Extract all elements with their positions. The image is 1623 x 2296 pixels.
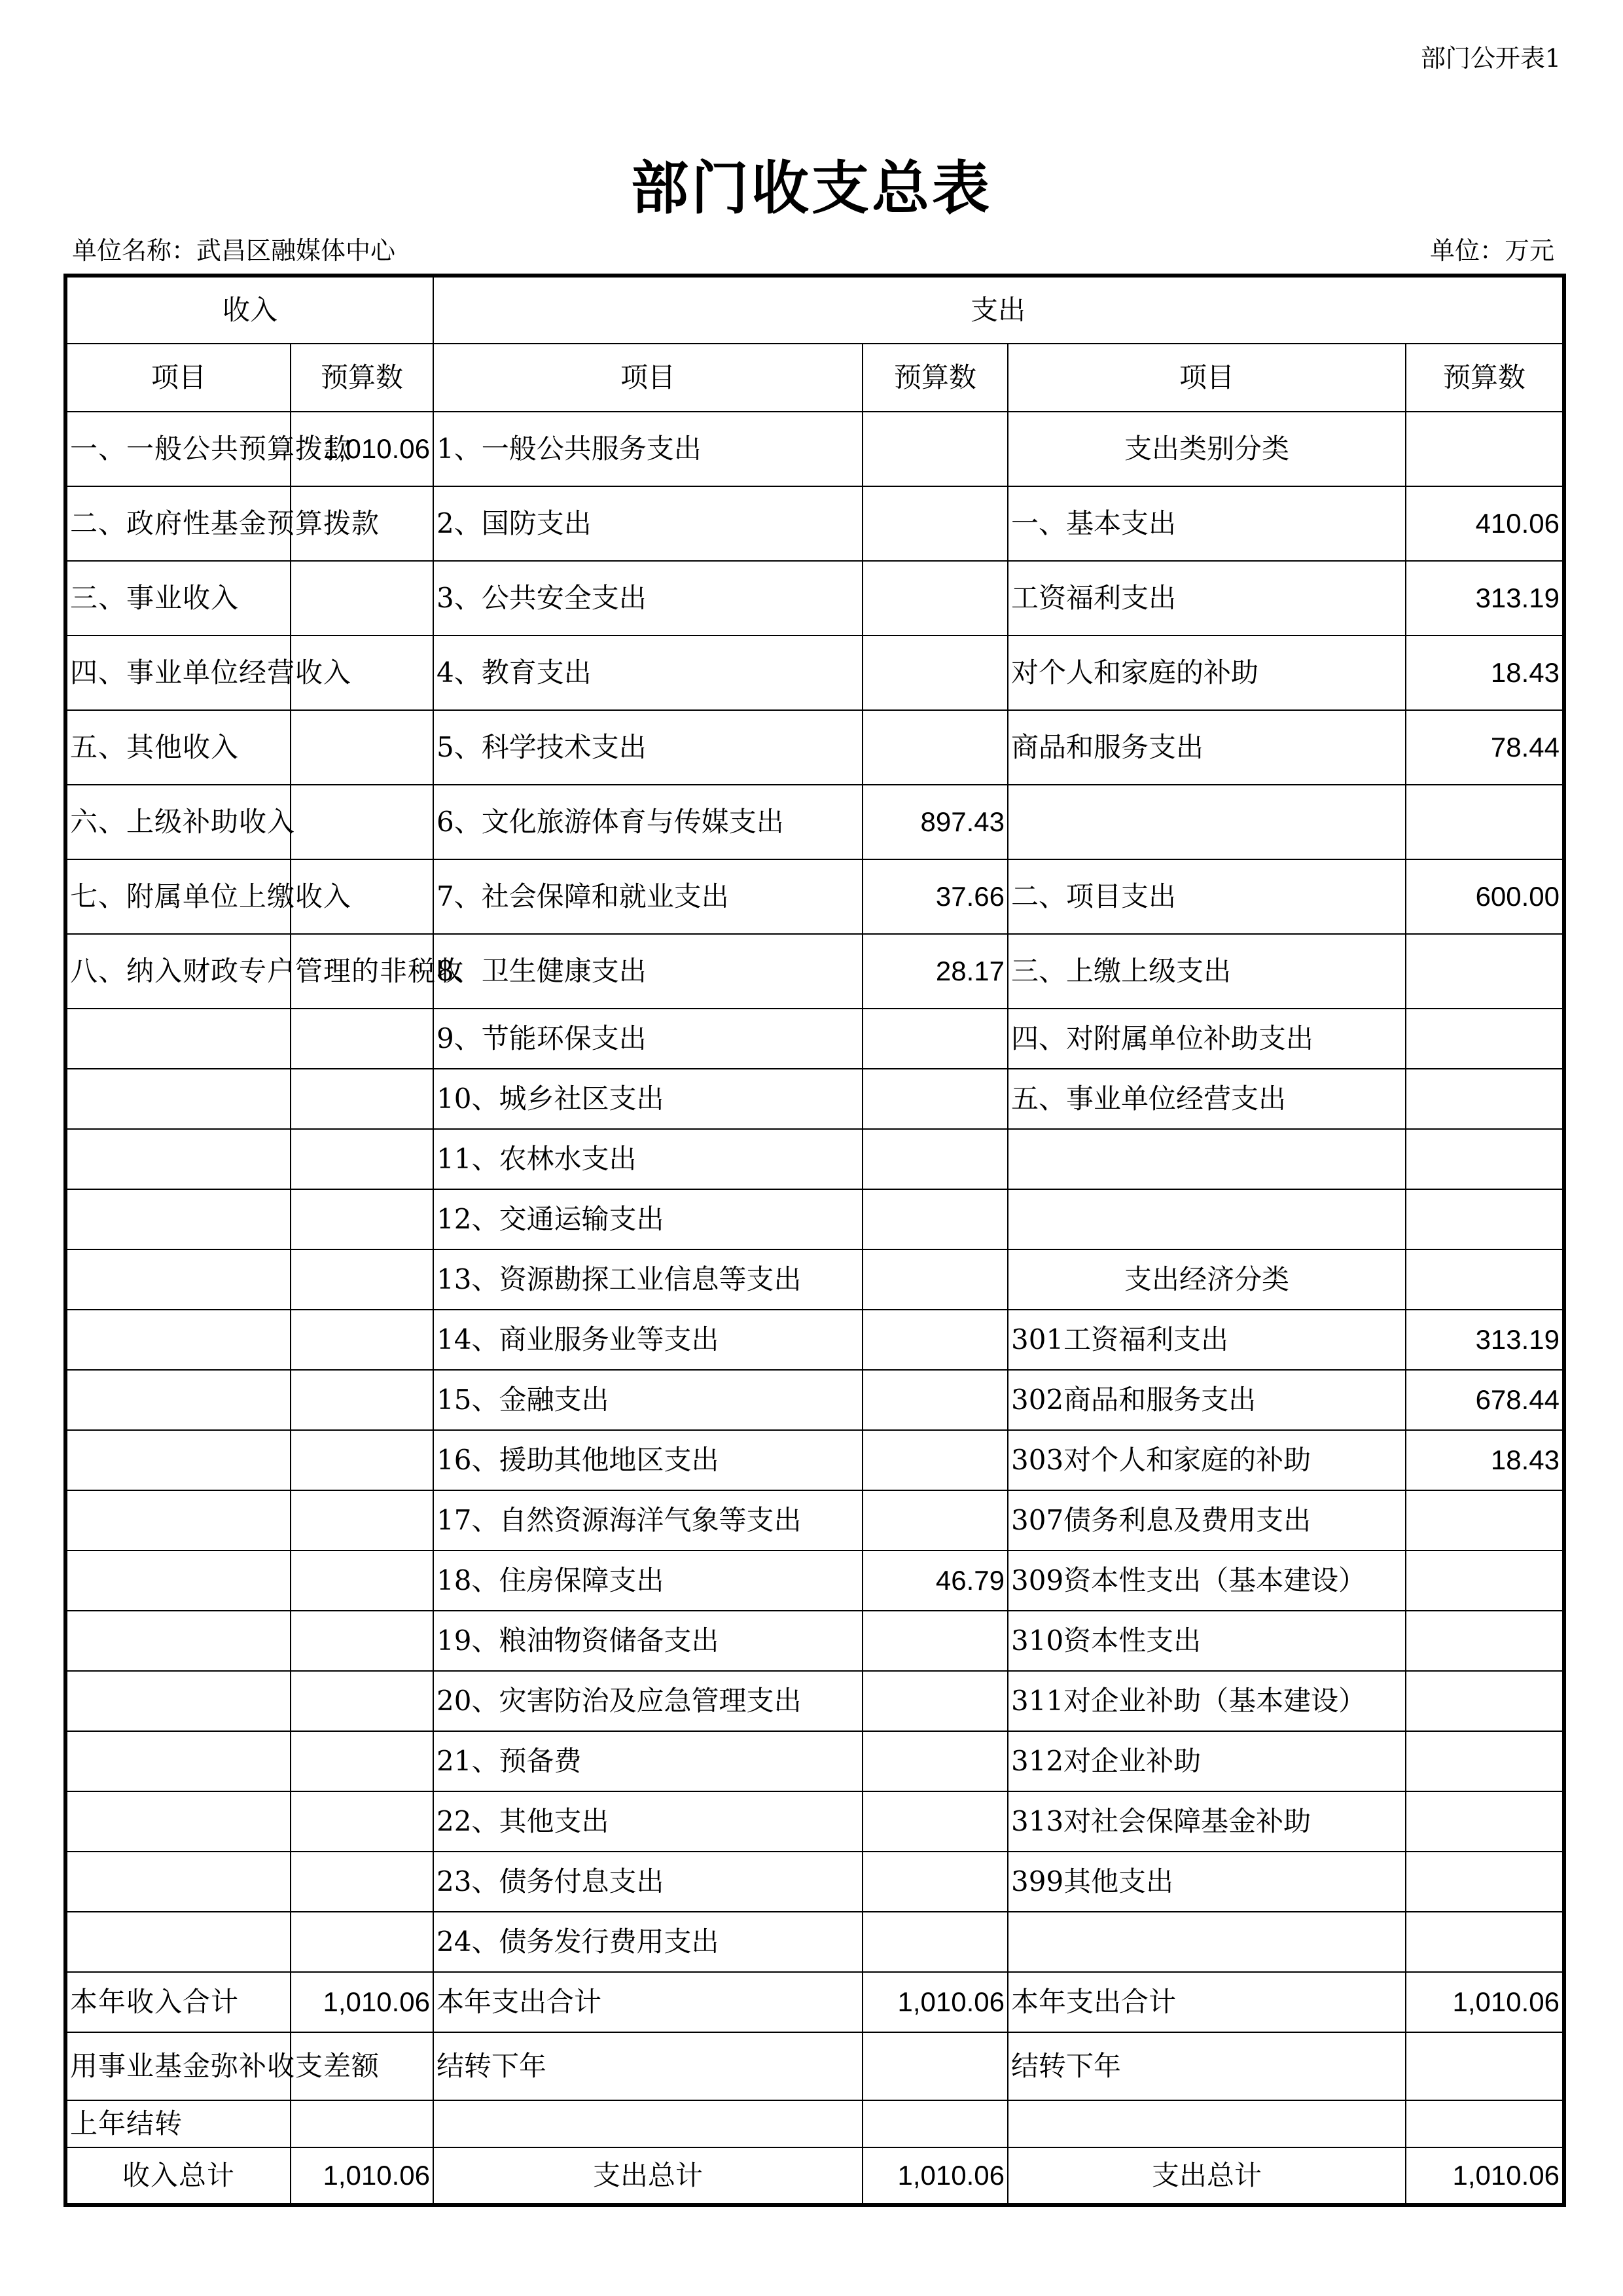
- form-code: 部门公开表1: [1420, 44, 1561, 73]
- category-budget-cell: 678.44: [1406, 1370, 1564, 1430]
- table-row: [65, 934, 1564, 1009]
- category-budget-cell: 18.43: [1406, 1430, 1564, 1490]
- expense-budget-cell: [863, 412, 1008, 486]
- income-budget-cell: [291, 1009, 433, 1069]
- expense-item-cell: 20、灾害防治及应急管理支出: [433, 1671, 863, 1731]
- income-budget-cell: 1,010.06: [291, 2147, 433, 2205]
- income-item-cell: 三、事业收入: [65, 561, 291, 636]
- expense-budget-cell: [863, 1852, 1008, 1912]
- income-item-cell: 二、政府性基金预算拨款: [65, 486, 291, 561]
- table-row: [65, 412, 1564, 486]
- expense-budget-cell: [863, 1791, 1008, 1852]
- expense-item-header: 项目: [433, 344, 863, 412]
- table-row: [65, 636, 1564, 710]
- expense-budget-cell: [863, 561, 1008, 636]
- expense-item-cell: 本年支出合计: [433, 1972, 863, 2032]
- income-item-cell: 四、事业单位经营收入: [65, 636, 291, 710]
- income-item-header: 项目: [65, 344, 291, 412]
- income-item-cell: 本年收入合计: [65, 1972, 291, 2032]
- expense-item-cell: 10、城乡社区支出: [433, 1069, 863, 1129]
- income-item-cell: [65, 1370, 291, 1430]
- category-budget-cell: [1406, 1490, 1564, 1551]
- expense-item-cell: 19、粮油物资储备支出: [433, 1611, 863, 1671]
- expense-item-cell: 3、公共安全支出: [433, 561, 863, 636]
- category-budget-cell: 78.44: [1406, 710, 1564, 785]
- category-budget-cell: [1406, 1069, 1564, 1129]
- category-item-cell: 303对个人和家庭的补助: [1008, 1430, 1406, 1490]
- income-item-cell: [65, 1671, 291, 1731]
- table-row: [65, 1490, 1564, 1551]
- income-budget-cell: [291, 1731, 433, 1791]
- expense-item-cell: 11、农林水支出: [433, 1129, 863, 1189]
- category-item-cell: 二、项目支出: [1008, 859, 1406, 934]
- income-item-cell: 八、纳入财政专户管理的非税收: [65, 934, 291, 1009]
- table-row: [65, 710, 1564, 785]
- unit-label: 单位：万元: [1429, 236, 1554, 265]
- category-budget-cell: [1406, 1731, 1564, 1791]
- category-budget-header: 预算数: [1406, 344, 1564, 412]
- income-item-cell: 上年结转: [65, 2100, 291, 2147]
- table-row: [65, 1671, 1564, 1731]
- expense-item-cell: 22、其他支出: [433, 1791, 863, 1852]
- category-item-cell: 支出经济分类: [1008, 1249, 1406, 1310]
- income-budget-cell: 1,010.06: [291, 412, 433, 486]
- expense-budget-cell: [863, 1009, 1008, 1069]
- category-item-cell: 对个人和家庭的补助: [1008, 636, 1406, 710]
- expense-budget-cell: [863, 1370, 1008, 1430]
- category-item-cell: 结转下年: [1008, 2032, 1406, 2100]
- expense-budget-cell: [863, 1069, 1008, 1129]
- category-budget-cell: [1406, 785, 1564, 859]
- category-item-cell: 三、上缴上级支出: [1008, 934, 1406, 1009]
- category-item-cell: 商品和服务支出: [1008, 710, 1406, 785]
- expense-item-cell: 12、交通运输支出: [433, 1189, 863, 1249]
- expense-budget-cell: [863, 2032, 1008, 2100]
- table-row: [65, 859, 1564, 934]
- unit-name: 单位名称：武昌区融媒体中心: [72, 236, 396, 265]
- income-item-cell: [65, 1852, 291, 1912]
- income-budget-cell: [291, 1490, 433, 1551]
- income-budget-cell: [291, 1189, 433, 1249]
- expense-item-cell: 6、文化旅游体育与传媒支出: [433, 785, 863, 859]
- income-item-cell: [65, 1129, 291, 1189]
- table-row: [65, 561, 1564, 636]
- income-budget-cell: [291, 561, 433, 636]
- expense-budget-cell: [863, 1490, 1008, 1551]
- table-row: [65, 1009, 1564, 1069]
- income-item-cell: 七、附属单位上缴收入: [65, 859, 291, 934]
- table-row: [65, 1430, 1564, 1490]
- category-item-cell: 支出总计: [1008, 2147, 1406, 2205]
- category-budget-cell: 410.06: [1406, 486, 1564, 561]
- expense-item-cell: 15、金融支出: [433, 1370, 863, 1430]
- income-budget-cell: [291, 1551, 433, 1611]
- income-item-cell: [65, 1611, 291, 1671]
- expense-item-cell: 8、卫生健康支出: [433, 934, 863, 1009]
- category-item-cell: 313对社会保障基金补助: [1008, 1791, 1406, 1852]
- income-budget-cell: [291, 1069, 433, 1129]
- category-budget-cell: 600.00: [1406, 859, 1564, 934]
- table-row: [65, 486, 1564, 561]
- category-item-cell: 399其他支出: [1008, 1852, 1406, 1912]
- expense-item-cell: 18、住房保障支出: [433, 1551, 863, 1611]
- expense-budget-cell: 28.17: [863, 934, 1008, 1009]
- table-row: [65, 2147, 1564, 2205]
- expense-item-cell: 21、预备费: [433, 1731, 863, 1791]
- table-row: [65, 1852, 1564, 1912]
- income-budget-cell: [291, 1912, 433, 1972]
- income-item-cell: 收入总计: [65, 2147, 291, 2205]
- expense-item-cell: 9、节能环保支出: [433, 1009, 863, 1069]
- table-row: [65, 1912, 1564, 1972]
- category-item-cell: [1008, 785, 1406, 859]
- expense-budget-cell: [863, 1310, 1008, 1370]
- category-budget-cell: 313.19: [1406, 561, 1564, 636]
- expense-item-cell: 13、资源勘探工业信息等支出: [433, 1249, 863, 1310]
- expense-item-cell: 23、债务付息支出: [433, 1852, 863, 1912]
- table-row: [65, 1249, 1564, 1310]
- category-item-cell: 310资本性支出: [1008, 1611, 1406, 1671]
- income-item-cell: 一、一般公共预算拨款: [65, 412, 291, 486]
- category-budget-cell: [1406, 1912, 1564, 1972]
- income-item-cell: [65, 1189, 291, 1249]
- income-item-cell: [65, 1490, 291, 1551]
- expense-budget-cell: [863, 710, 1008, 785]
- income-budget-cell: [291, 1129, 433, 1189]
- income-budget-cell: [291, 1611, 433, 1671]
- income-header: 收入: [65, 276, 433, 344]
- expense-header: 支出: [433, 276, 1564, 344]
- category-budget-cell: [1406, 1009, 1564, 1069]
- expense-item-cell: [433, 2100, 863, 2147]
- category-budget-cell: 18.43: [1406, 636, 1564, 710]
- category-budget-cell: [1406, 1551, 1564, 1611]
- header-row-top: [65, 276, 1564, 344]
- category-item-cell: [1008, 2100, 1406, 2147]
- expense-budget-cell: 46.79: [863, 1551, 1008, 1611]
- header-row-columns: [65, 344, 1564, 412]
- income-item-cell: [65, 1009, 291, 1069]
- budget-table: [63, 274, 1566, 2207]
- table-row: [65, 2100, 1564, 2147]
- income-item-cell: [65, 1791, 291, 1852]
- expense-budget-cell: [863, 636, 1008, 710]
- expense-budget-cell: 37.66: [863, 859, 1008, 934]
- category-item-cell: 311对企业补助（基本建设）: [1008, 1671, 1406, 1731]
- expense-item-cell: 14、商业服务业等支出: [433, 1310, 863, 1370]
- table-row: [65, 1129, 1564, 1189]
- expense-item-cell: 24、债务发行费用支出: [433, 1912, 863, 1972]
- category-budget-cell: [1406, 1249, 1564, 1310]
- expense-item-cell: 7、社会保障和就业支出: [433, 859, 863, 934]
- income-item-cell: 六、上级补助收入: [65, 785, 291, 859]
- table-row: [65, 1370, 1564, 1430]
- income-budget-cell: [291, 1370, 433, 1430]
- income-budget-cell: [291, 710, 433, 785]
- category-budget-cell: 1,010.06: [1406, 2147, 1564, 2205]
- income-budget-header: 预算数: [291, 344, 433, 412]
- category-item-cell: 309资本性支出（基本建设）: [1008, 1551, 1406, 1611]
- category-item-cell: 312对企业补助: [1008, 1731, 1406, 1791]
- income-item-cell: 用事业基金弥补收支差额: [65, 2032, 291, 2100]
- category-item-cell: 302商品和服务支出: [1008, 1370, 1406, 1430]
- income-budget-cell: [291, 1249, 433, 1310]
- category-budget-cell: [1406, 1129, 1564, 1189]
- expense-item-cell: 17、自然资源海洋气象等支出: [433, 1490, 863, 1551]
- income-budget-cell: [291, 1852, 433, 1912]
- expense-budget-cell: [863, 1249, 1008, 1310]
- category-item-cell: 一、基本支出: [1008, 486, 1406, 561]
- expense-budget-cell: 897.43: [863, 785, 1008, 859]
- category-item-cell: 四、对附属单位补助支出: [1008, 1009, 1406, 1069]
- expense-budget-header: 预算数: [863, 344, 1008, 412]
- category-item-cell: 本年支出合计: [1008, 1972, 1406, 2032]
- expense-item-cell: 4、教育支出: [433, 636, 863, 710]
- expense-budget-cell: [863, 1912, 1008, 1972]
- category-item-cell: 支出类别分类: [1008, 412, 1406, 486]
- table-row: [65, 1972, 1564, 2032]
- expense-budget-cell: 1,010.06: [863, 1972, 1008, 2032]
- category-budget-cell: [1406, 2100, 1564, 2147]
- expense-budget-cell: [863, 1611, 1008, 1671]
- category-budget-cell: [1406, 934, 1564, 1009]
- expense-budget-cell: [863, 486, 1008, 561]
- table-row: [65, 1069, 1564, 1129]
- category-budget-cell: [1406, 412, 1564, 486]
- table-row: [65, 1551, 1564, 1611]
- expense-budget-cell: [863, 1430, 1008, 1490]
- expense-item-cell: 结转下年: [433, 2032, 863, 2100]
- table-row: [65, 2032, 1564, 2100]
- category-budget-cell: 1,010.06: [1406, 1972, 1564, 2032]
- expense-budget-cell: [863, 2100, 1008, 2147]
- page-title: 部门收支总表: [630, 154, 992, 222]
- category-budget-cell: [1406, 1791, 1564, 1852]
- income-budget-cell: 1,010.06: [291, 1972, 433, 2032]
- income-budget-cell: [291, 1430, 433, 1490]
- category-item-cell: [1008, 1129, 1406, 1189]
- income-budget-cell: [291, 1671, 433, 1731]
- category-budget-cell: [1406, 1189, 1564, 1249]
- income-budget-cell: [291, 1791, 433, 1852]
- expense-budget-cell: 1,010.06: [863, 2147, 1008, 2205]
- category-budget-cell: [1406, 1611, 1564, 1671]
- income-item-cell: [65, 1310, 291, 1370]
- expense-budget-cell: [863, 1189, 1008, 1249]
- expense-budget-cell: [863, 1671, 1008, 1731]
- category-item-cell: 301工资福利支出: [1008, 1310, 1406, 1370]
- table-row: [65, 1611, 1564, 1671]
- category-budget-cell: [1406, 1852, 1564, 1912]
- income-item-cell: 五、其他收入: [65, 710, 291, 785]
- category-budget-cell: [1406, 2032, 1564, 2100]
- table-row: [65, 1310, 1564, 1370]
- expense-item-cell: 5、科学技术支出: [433, 710, 863, 785]
- income-budget-cell: [291, 785, 433, 859]
- expense-item-cell: 2、国防支出: [433, 486, 863, 561]
- expense-budget-cell: [863, 1129, 1008, 1189]
- table-row: [65, 1189, 1564, 1249]
- category-budget-cell: [1406, 1671, 1564, 1731]
- category-item-cell: [1008, 1912, 1406, 1972]
- category-budget-cell: 313.19: [1406, 1310, 1564, 1370]
- expense-item-cell: 支出总计: [433, 2147, 863, 2205]
- table-row: [65, 1731, 1564, 1791]
- income-item-cell: [65, 1912, 291, 1972]
- income-item-cell: [65, 1731, 291, 1791]
- expense-item-cell: 16、援助其他地区支出: [433, 1430, 863, 1490]
- income-budget-cell: [291, 2100, 433, 2147]
- category-item-header: 项目: [1008, 344, 1406, 412]
- expense-budget-cell: [863, 1731, 1008, 1791]
- category-item-cell: 工资福利支出: [1008, 561, 1406, 636]
- income-item-cell: [65, 1430, 291, 1490]
- table-row: [65, 785, 1564, 859]
- table-row: [65, 1791, 1564, 1852]
- category-item-cell: [1008, 1189, 1406, 1249]
- income-item-cell: [65, 1069, 291, 1129]
- income-item-cell: [65, 1249, 291, 1310]
- expense-item-cell: 1、一般公共服务支出: [433, 412, 863, 486]
- income-budget-cell: [291, 1310, 433, 1370]
- category-item-cell: 五、事业单位经营支出: [1008, 1069, 1406, 1129]
- income-item-cell: [65, 1551, 291, 1611]
- category-item-cell: 307债务利息及费用支出: [1008, 1490, 1406, 1551]
